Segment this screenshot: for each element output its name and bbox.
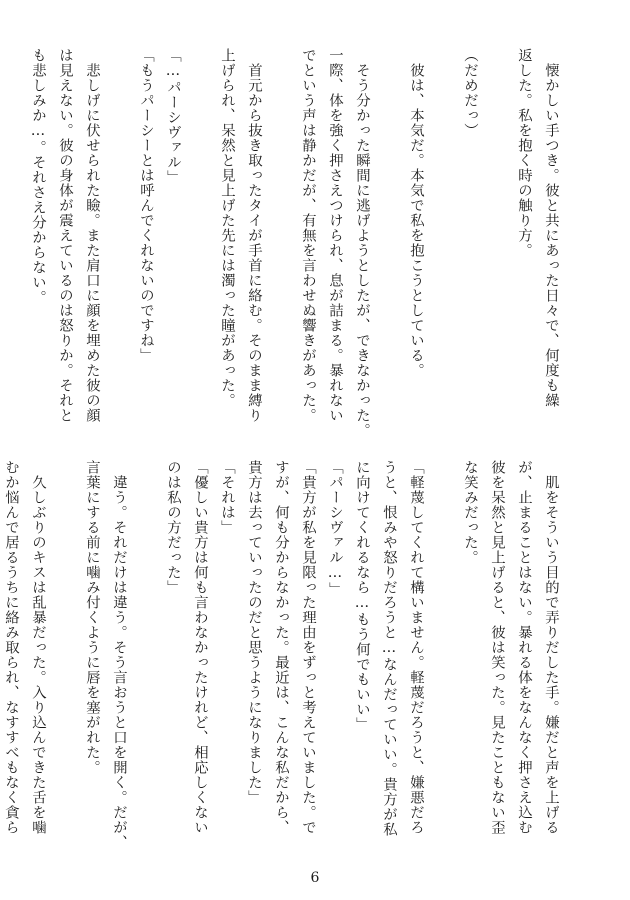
text-line: は見えない。彼の身体が震えているのは怒りか。それと [57,48,73,423]
text-line [0,48,24,418]
text-line [132,460,159,840]
text-line: そう分かった瞬間に逃げようとしたが、できなかった。 [354,48,370,438]
text-line: すが、何も分からなかった。最近は、こんな私だから、 [273,460,289,835]
text-line: むか悩んで居るうちに絡み取られ、なすすべもなく貪ら [3,460,19,835]
text-line: 違う。それだけは違う。そう言おうと口を開く。だが、 [111,460,127,850]
text-line [186,48,213,418]
text-line [51,460,78,840]
text-line [375,48,402,418]
text-line: に向けてくれるなら…もう何でもいい」 [354,460,370,732]
text-line: 上げられ、呆然と見上げた先には濁った瞳があった。 [219,48,235,408]
text-line: （だめだっ） [462,48,478,138]
text-line: 肌をそういう目的で弄りだした手。嫌だと声を上げる [543,460,559,835]
text-line: 「優しい貴方は何も言わなかったけれど、相応しくない [192,460,208,835]
text-line [429,460,456,840]
text-line: 彼は、本気だ。本気で私を抱こうとしている。 [408,48,424,378]
text-line: 「…パーシヴァル」 [165,48,181,185]
text-line: うと、恨みや怒りだろうと…なんだっていい。貴方が私 [381,460,397,837]
text-line: も悲しみか…。それさえ分からない。 [30,48,46,305]
text-block-top [30,48,564,438]
text-line: のは私の方だった」 [165,460,181,595]
text-block-bottom [3,460,564,850]
text-line: 「軽蔑してくれて構いません。軽蔑だろうと、嫌悪だろ [408,460,424,835]
text-line: 悲しげに伏せられた瞼。また肩口に顔を埋めた彼の顔 [84,48,100,423]
text-line [429,48,456,418]
text-line: が、止まることはない。暴れる体をなんなく押さえ込む [516,460,532,835]
text-line: 貴方は去っていったのだと思うようになりました」 [246,460,262,805]
text-line: 懐かしい手つき。彼と共にあった日々で、何度も繰 [543,48,559,408]
text-line: 「パーシヴァル…」 [327,460,343,597]
text-line: な笑みだった。 [462,460,478,565]
text-line: 首元から抜き取ったタイが手首に絡む。そのまま縛り [246,48,262,423]
text-line: でという声は静かだが、有無を言わせぬ響きがあった。 [300,48,316,423]
text-line: 彼を呆然と見上げると、彼は笑った。見たこともない歪 [489,460,505,835]
text-line: 「もうパーシーとは呼んでくれないのですね」 [138,48,154,363]
text-line [105,48,132,418]
text-line: 言葉にする前に噛み付くように唇を塞がれた。 [84,460,100,775]
text-line [267,48,294,418]
text-line: 久しぶりのキスは乱暴だった。入り込んできた舌を噛 [30,460,46,835]
text-line [483,48,510,418]
page-number: 6 [310,870,320,886]
text-line: 「それは」 [219,460,235,535]
text-line: 一際、体を強く押さえつけられ、息が詰まる。暴れない [327,48,343,423]
text-line: 返した。私を抱く時の触り方。 [516,48,532,258]
text-line: 「貴方が私を見限った理由をずっと考えていました。で [300,460,316,835]
